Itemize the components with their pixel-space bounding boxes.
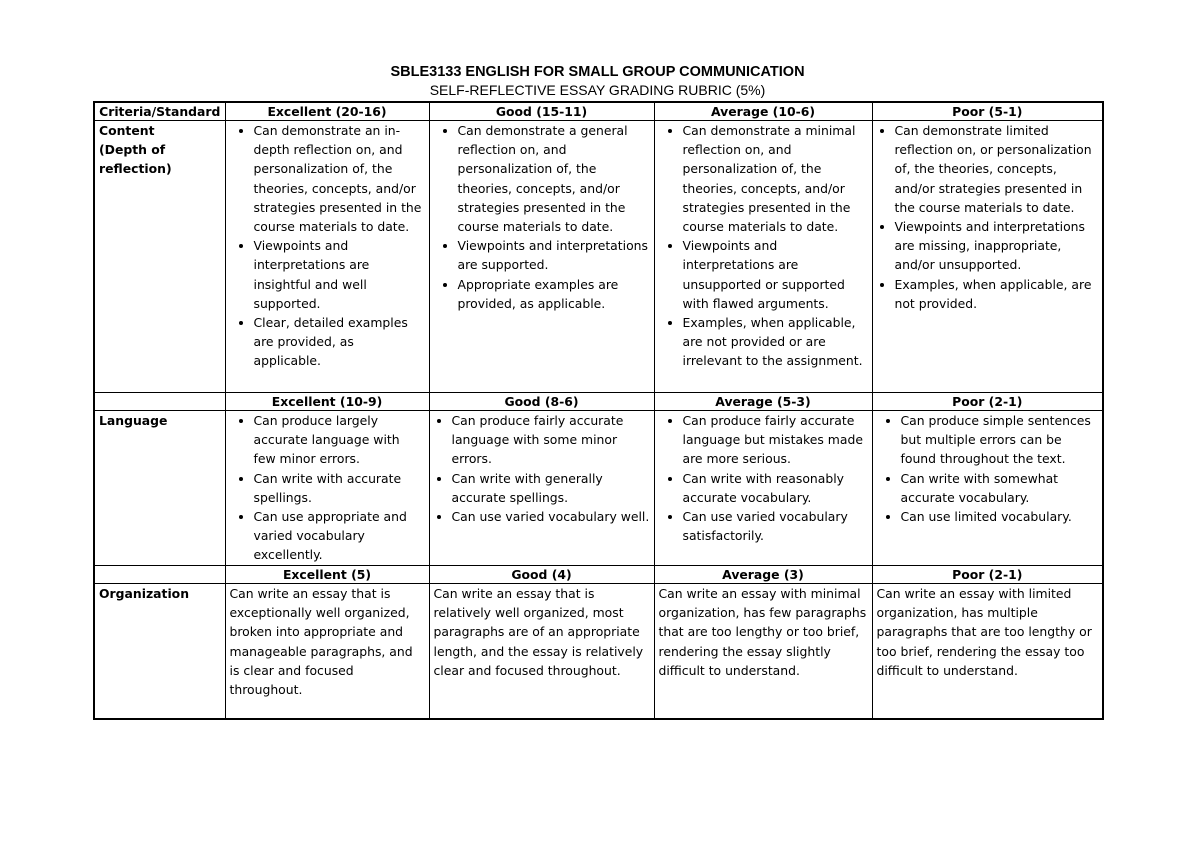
criterion-name: Content xyxy=(99,123,155,138)
criteria-header: Criteria/Standard xyxy=(94,102,225,121)
content-average-cell xyxy=(654,121,872,393)
organization-poor-cell xyxy=(872,584,1103,719)
level-header-average: Average (5-3) xyxy=(654,393,872,411)
content-criterion-label xyxy=(94,121,225,393)
list-item: • Can produce fairly accurate language but mistakes made are more serious. xyxy=(683,411,868,469)
list-item: • Can demonstrate limited reflection on, or personalization of, the theories, concepts, and/or strategies presented in the course materials to date. xyxy=(895,121,1099,217)
list-item: • Can write with generally accurate spellings. xyxy=(452,469,650,507)
list-item: • Viewpoints and interpretations are missing, inappropriate, and/or unsupported. xyxy=(895,217,1099,275)
descriptor-text: Can write an essay that is relatively well organized, most paragraphs are of an appropriate length, and the essay is relatively clear and focused throughout. xyxy=(433,586,644,678)
descriptor-text: Can write an essay with minimal organization, has few paragraphs that are too lengthy or too brief, rendering the essay slightly difficult to understand. xyxy=(658,586,867,678)
language-excellent-cell xyxy=(225,411,429,566)
level-header-excellent: Excellent (5) xyxy=(225,566,429,584)
level-header-average: Average (10-6) xyxy=(654,102,872,121)
list-item: • Viewpoints and interpretations are supported. xyxy=(458,236,650,274)
list-item: • Can write with accurate spellings. xyxy=(254,469,425,507)
descriptor-text: Can write an essay with limited organization, has multiple paragraphs that are too lengthy or too brief, rendering the essay too difficult to understand. xyxy=(876,586,1092,678)
language-criterion-row xyxy=(94,411,1103,566)
content-criterion-row xyxy=(94,121,1103,393)
list-item: • Clear, detailed examples are provided, as applicable. xyxy=(254,313,425,371)
level-header-good: Good (15-11) xyxy=(429,102,654,121)
list-item: • Can use limited vocabulary. xyxy=(901,507,1099,526)
rubric-header-row xyxy=(94,102,1103,121)
document-subtitle: SELF-REFLECTIVE ESSAY GRADING RUBRIC (5%) xyxy=(429,82,766,98)
list-item: • Can demonstrate a minimal reflection on, and personalization of, the theories, concepts, and/or strategies presented in the course materials to date. xyxy=(683,121,868,236)
list-item: • Can produce simple sentences but multiple errors can be found throughout the text. xyxy=(901,411,1099,469)
organization-excellent-cell xyxy=(225,584,429,719)
list-item: • Can write with somewhat accurate vocabulary. xyxy=(901,469,1099,507)
list-item: • Viewpoints and interpretations are unsupported or supported with flawed arguments. xyxy=(683,236,868,313)
list-item: • Can use varied vocabulary satisfactorily. xyxy=(683,507,868,545)
document-title: SBLE3133 ENGLISH FOR SMALL GROUP COMMUNICATION xyxy=(390,64,805,80)
level-header-poor: Poor (2-1) xyxy=(872,566,1103,584)
organization-level-header-row xyxy=(94,566,1103,584)
list-item: • Appropriate examples are provided, as applicable. xyxy=(458,275,650,313)
list-item: • Can produce fairly accurate language with some minor errors. xyxy=(452,411,650,469)
organization-criterion-row xyxy=(94,584,1103,719)
language-level-header-row xyxy=(94,393,1103,411)
list-item: • Examples, when applicable, are not provided or are irrelevant to the assignment. xyxy=(683,313,868,371)
list-item: • Can use appropriate and varied vocabulary excellently. xyxy=(254,507,425,565)
content-good-cell xyxy=(429,121,654,393)
level-header-excellent: Excellent (10-9) xyxy=(225,393,429,411)
organization-average-cell xyxy=(654,584,872,719)
level-header-good: Good (8-6) xyxy=(429,393,654,411)
list-item: • Can produce largely accurate language with few minor errors. xyxy=(254,411,425,469)
language-good-cell xyxy=(429,411,654,566)
language-criterion-label: Language xyxy=(94,411,225,566)
blank-criterion-cell xyxy=(94,393,225,411)
level-header-excellent: Excellent (20-16) xyxy=(225,102,429,121)
language-average-cell xyxy=(654,411,872,566)
criterion-qualifier: reflection) xyxy=(99,161,172,177)
grading-rubric-table xyxy=(93,101,1104,720)
list-item: • Viewpoints and interpretations are insightful and well supported. xyxy=(254,236,425,313)
blank-criterion-cell xyxy=(94,566,225,584)
content-excellent-cell xyxy=(225,121,429,393)
level-header-poor: Poor (2-1) xyxy=(872,393,1103,411)
organization-good-cell xyxy=(429,584,654,719)
list-item: • Can demonstrate an in-depth reflection on, and personalization of, the theories, concepts, and/or strategies presented in the course materials to date. xyxy=(254,121,425,236)
descriptor-text: Can write an essay that is exceptionally well organized, broken into appropriate and manageable paragraphs, and is clear and focused throughout. xyxy=(229,586,413,698)
language-poor-cell xyxy=(872,411,1103,566)
list-item: • Examples, when applicable, are not provided. xyxy=(895,275,1099,313)
level-header-average: Average (3) xyxy=(654,566,872,584)
list-item: • Can demonstrate a general reflection on, and personalization of, the theories, concepts, and/or strategies presented in the course materials to date. xyxy=(458,121,650,236)
level-header-good: Good (4) xyxy=(429,566,654,584)
list-item: • Can write with reasonably accurate vocabulary. xyxy=(683,469,868,507)
list-item: • Can use varied vocabulary well. xyxy=(452,507,650,526)
organization-criterion-label: Organization xyxy=(94,584,225,719)
level-header-poor: Poor (5-1) xyxy=(872,102,1103,121)
content-poor-cell xyxy=(872,121,1103,393)
criterion-qualifier: (Depth of xyxy=(99,142,166,158)
